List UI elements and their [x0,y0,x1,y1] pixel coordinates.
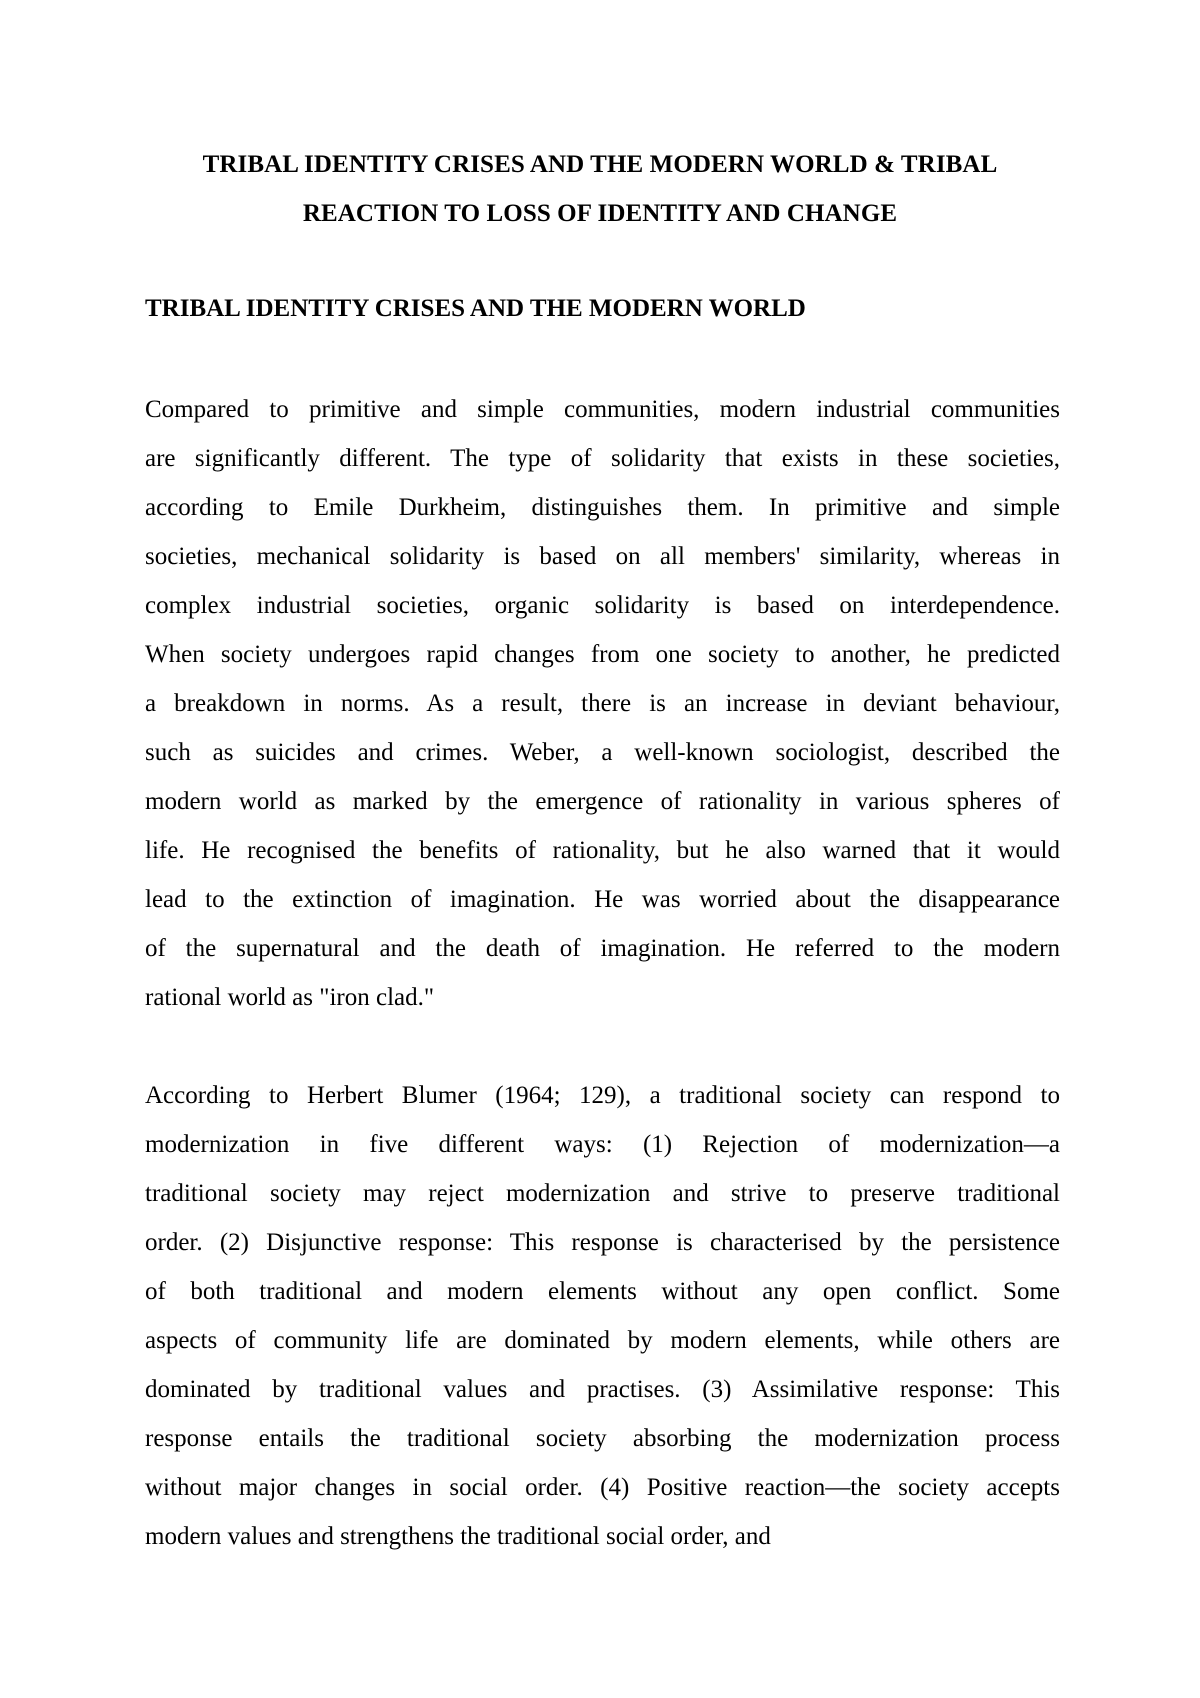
paragraph-line: When society undergoes rapid changes from one society to another, he predicted [145,641,1060,668]
paragraph-line: life. He recognised the benefits of rationality, but he also warned that it would [145,837,1060,864]
document-title-line: REACTION TO LOSS OF IDENTITY AND CHANGE [302,200,898,227]
paragraph-line: Compared to primitive and simple communities, modern industrial communities [145,396,1060,423]
paragraph-line: of the supernatural and the death of imagination. He referred to the modern [145,935,1060,962]
paragraph-line: aspects of community life are dominated by modern elements, while others are [145,1327,1060,1354]
document-title [130,140,1070,238]
paragraph-line: societies, mechanical solidarity is based on all members' similarity, whereas in [145,543,1060,570]
paragraph-line: lead to the extinction of imagination. He was worried about the disappearance [145,886,1060,913]
paragraph-line: order. (2) Disjunctive response: This response is characterised by the persistence [145,1229,1060,1256]
paragraph-line: according to Emile Durkheim, distinguishes them. In primitive and simple [145,494,1060,521]
paragraph-line: response entails the traditional society absorbing the modernization process [145,1425,1060,1452]
body-paragraph [145,385,1060,1022]
body-paragraph [145,1071,1060,1561]
paragraph-line: modern world as marked by the emergence of rationality in various spheres of [145,788,1060,815]
paragraph-line: of both traditional and modern elements without any open conflict. Some [145,1278,1060,1305]
paragraph-line: a breakdown in norms. As a result, there is an increase in deviant behaviour, [145,690,1060,717]
paragraph-line: rational world as "iron clad." [145,984,435,1011]
paragraph-line: complex industrial societies, organic solidarity is based on interdependence. [145,592,1060,619]
paragraph-line: modernization in five different ways: (1) Rejection of modernization—a [145,1131,1060,1158]
paragraph-line: such as suicides and crimes. Weber, a well-known sociologist, described the [145,739,1060,766]
paragraph-line: modern values and strengthens the traditional social order, and [145,1523,771,1550]
paragraph-line: without major changes in social order. (4) Positive reaction—the society accepts [145,1474,1060,1501]
paragraph-line: traditional society may reject modernization and strive to preserve traditional [145,1180,1060,1207]
paragraph-line: dominated by traditional values and practises. (3) Assimilative response: This [145,1376,1060,1403]
paragraph-line: According to Herbert Blumer (1964; 129), a traditional society can respond to [145,1082,1060,1109]
section-heading: TRIBAL IDENTITY CRISES AND THE MODERN WORLD [145,295,806,322]
paragraph-line: are significantly different. The type of solidarity that exists in these societies, [145,445,1060,472]
document-title-line: TRIBAL IDENTITY CRISES AND THE MODERN WORLD & TRIBAL [202,151,998,178]
